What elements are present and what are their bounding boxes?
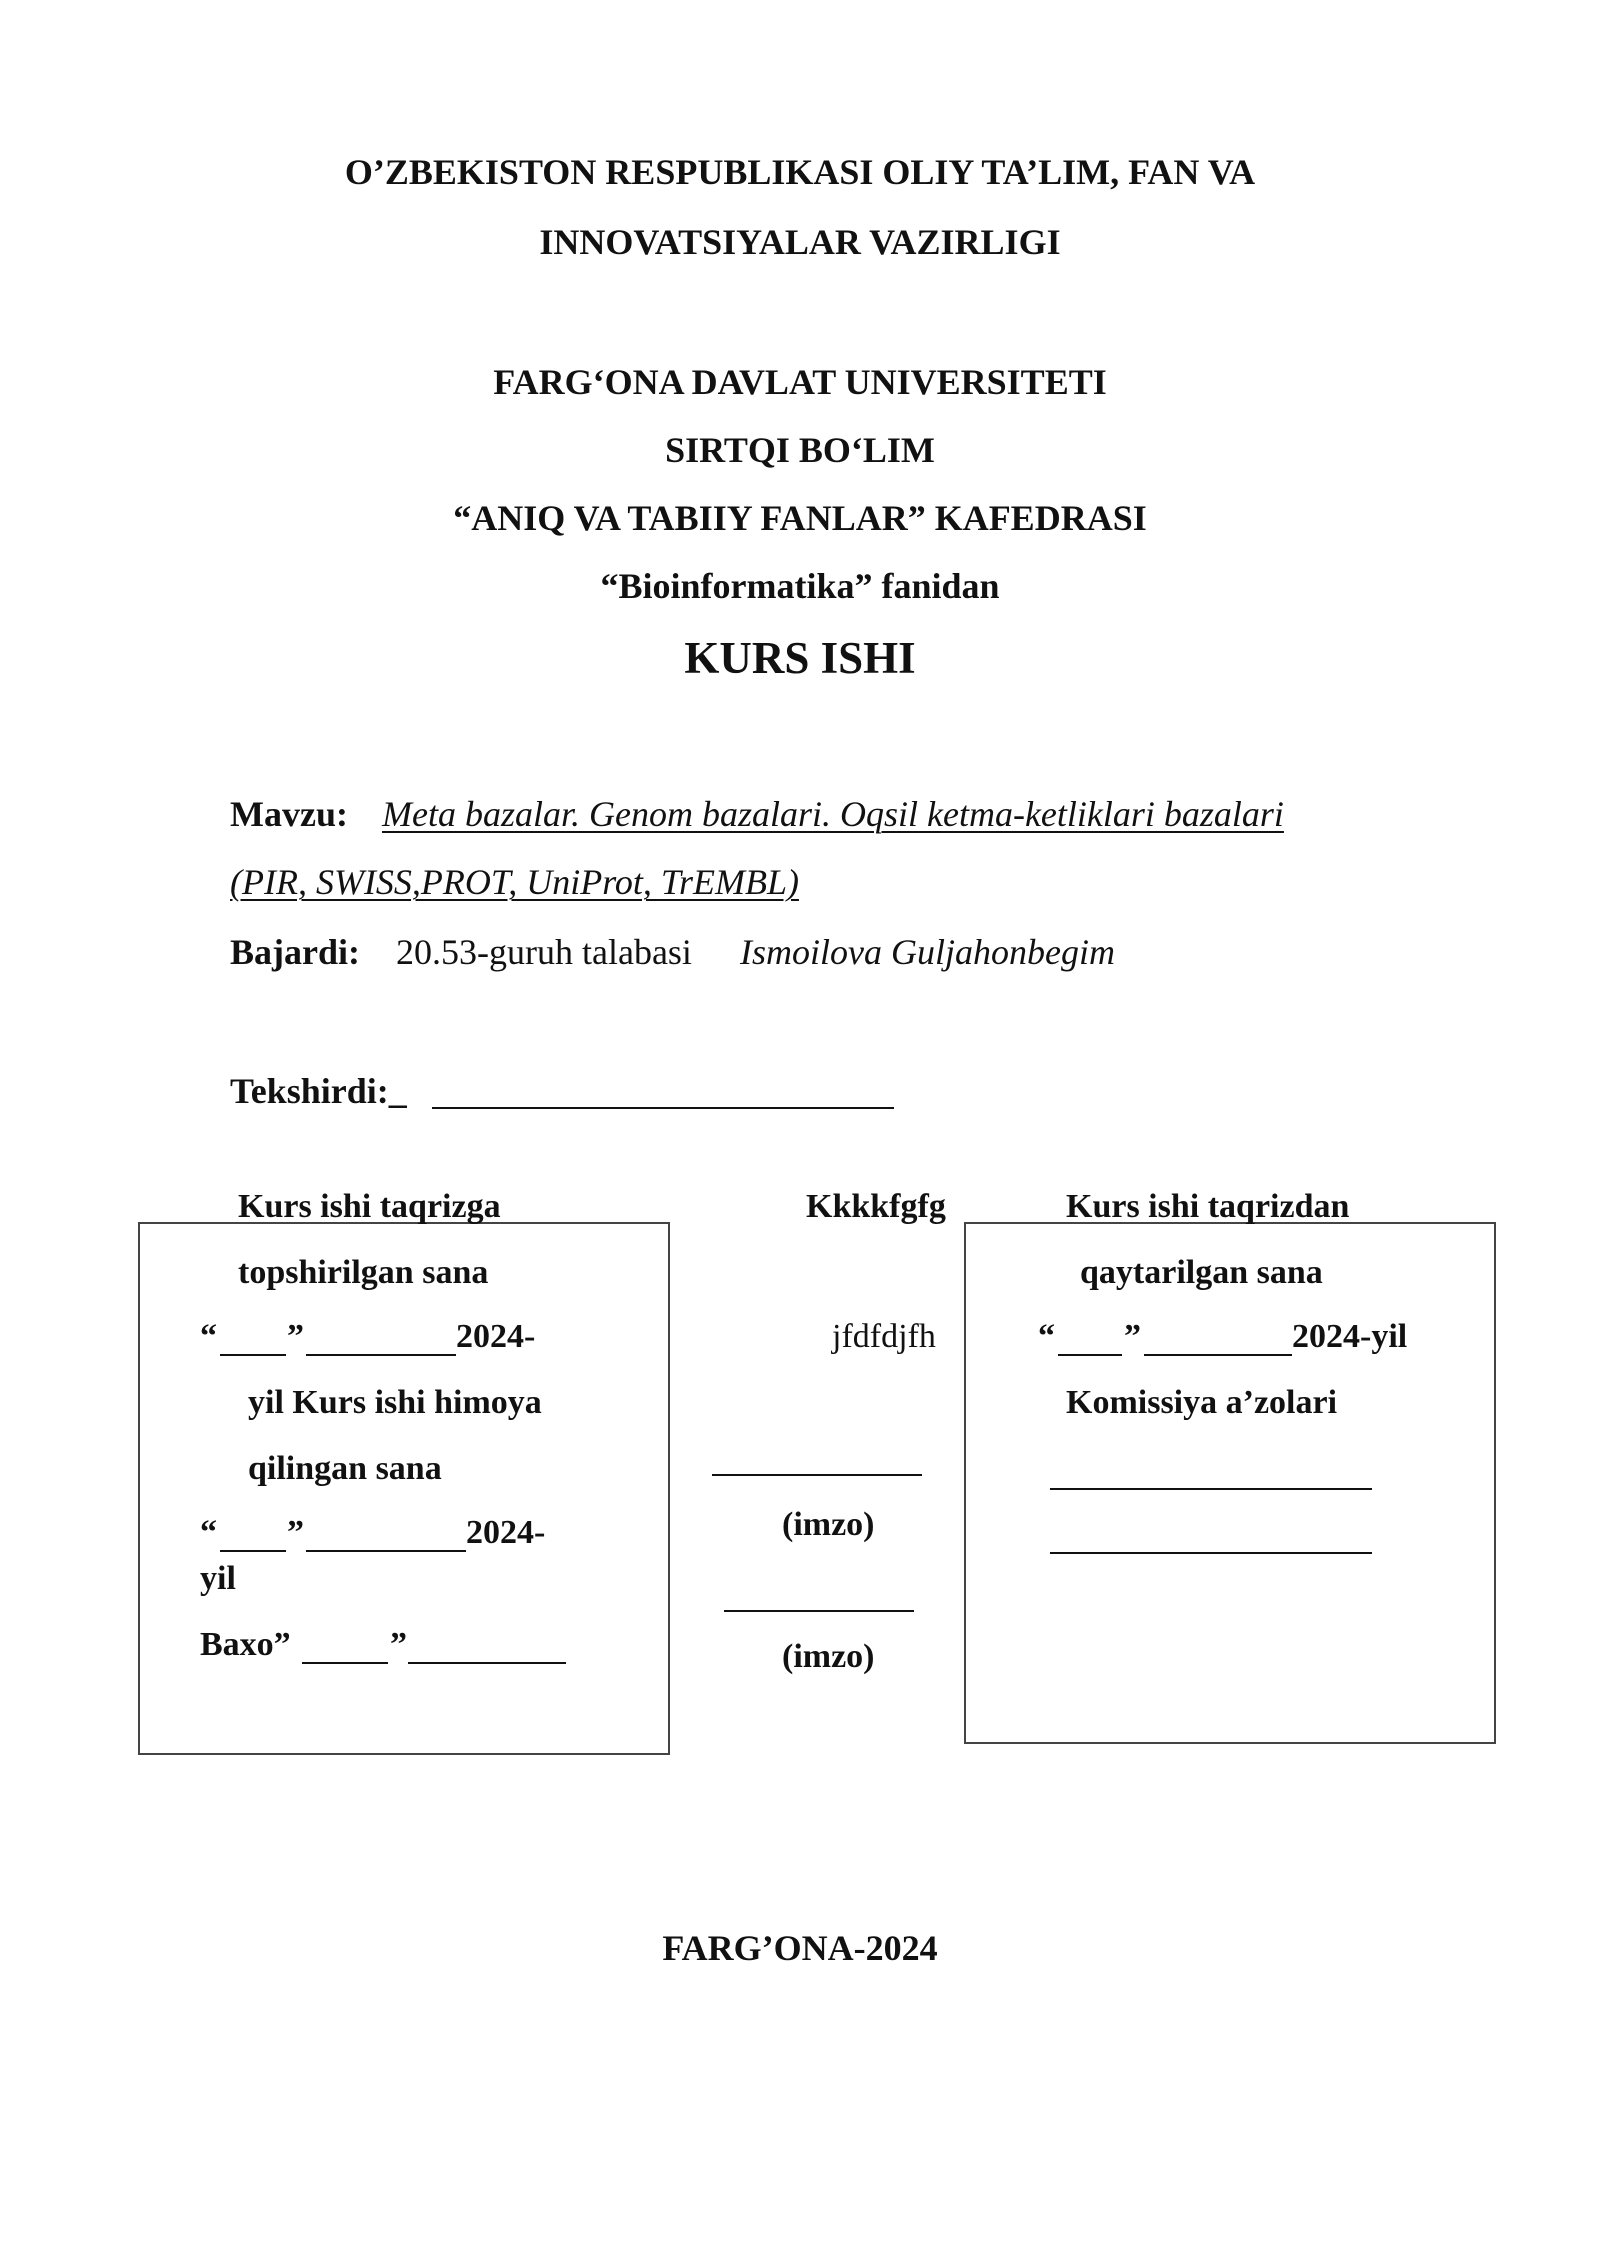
commission-signature-line-2 (1050, 1552, 1372, 1554)
footer-city-year: FARG’ONA-2024 (662, 1928, 938, 1968)
return-box (964, 1222, 1496, 1744)
department-name: SIRTQI BO‘LIM (665, 430, 935, 470)
university-name: FARG‘ONA DAVLAT UNIVERSITETI (493, 362, 1107, 402)
left-date1-close-quote: ” (287, 1318, 304, 1355)
grade-close-quote: ” (390, 1626, 407, 1663)
chair-name: “ANIQ VA TABIIY FANLAR” KAFEDRASI (453, 498, 1147, 538)
document-type: KURS ISHI (684, 633, 916, 683)
performer-group: 20.53-guruh talabasi (396, 932, 692, 972)
commission-label: Komissiya a’zolari (1066, 1384, 1338, 1421)
performer-name: Ismoilova Guljahonbegim (740, 932, 1115, 972)
commission-signature-line-1 (1050, 1488, 1372, 1490)
left-date2-close-quote: ” (287, 1514, 304, 1551)
right-box-line-2: qaytarilgan sana (1080, 1254, 1323, 1291)
left-date2-year: 2024- (466, 1514, 546, 1551)
checker-signature-line (432, 1107, 894, 1109)
left-date2-open-quote: “ (200, 1514, 217, 1551)
grade-value-line (408, 1662, 566, 1664)
left-date1-open-quote: “ (200, 1318, 217, 1355)
signature-line-2 (724, 1610, 914, 1612)
checker-label: Tekshirdi:_ (230, 1071, 407, 1111)
left-box-line-1: Kurs ishi taqrizga (238, 1188, 501, 1225)
right-date-close-quote: ” (1124, 1318, 1141, 1355)
signature-line-1 (712, 1474, 922, 1476)
left-date2-day-line (220, 1550, 286, 1552)
left-box-line-7: yil (200, 1560, 236, 1597)
topic-line-1: Meta bazalar. Genom bazalari. Oqsil ketma-ketliklari bazalari (382, 794, 1284, 834)
signature-caption-1: (imzo) (782, 1506, 875, 1543)
right-date-month-line (1144, 1354, 1292, 1356)
grade-label: Baxo” (200, 1626, 291, 1663)
left-box-line-2: topshirilgan sana (238, 1254, 489, 1291)
right-box-line-1: Kurs ishi taqrizdan (1066, 1188, 1350, 1225)
topic-line-2: (PIR, SWISS,PROT, UniProt, TrEMBL) (230, 862, 799, 902)
left-date1-day-line (220, 1354, 286, 1356)
right-date-year: 2024-yil (1292, 1318, 1408, 1355)
left-date1-year: 2024- (456, 1318, 536, 1355)
performer-label: Bajardi: (230, 932, 360, 972)
subject-line: “Bioinformatika” fanidan (600, 566, 1000, 606)
grade-day-line (302, 1662, 388, 1664)
left-date2-month-line (306, 1550, 466, 1552)
left-box-line-4: yil Kurs ishi himoya (248, 1384, 542, 1421)
middle-text-2: jfdfdjfh (832, 1318, 936, 1355)
middle-text-1: Kkkkfgfg (806, 1188, 946, 1225)
ministry-line-1: O’ZBEKISTON RESPUBLIKASI OLIY TA’LIM, FAN VA (344, 152, 1256, 192)
left-box-line-5: qilingan sana (248, 1450, 442, 1487)
right-date-open-quote: “ (1038, 1318, 1055, 1355)
left-date1-month-line (306, 1354, 456, 1356)
submission-box (138, 1222, 670, 1755)
right-date-day-line (1058, 1354, 1122, 1356)
signature-caption-2: (imzo) (782, 1638, 875, 1675)
topic-label: Mavzu: (230, 794, 348, 834)
ministry-line-2: INNOVATSIYALAR VAZIRLIGI (539, 222, 1061, 262)
